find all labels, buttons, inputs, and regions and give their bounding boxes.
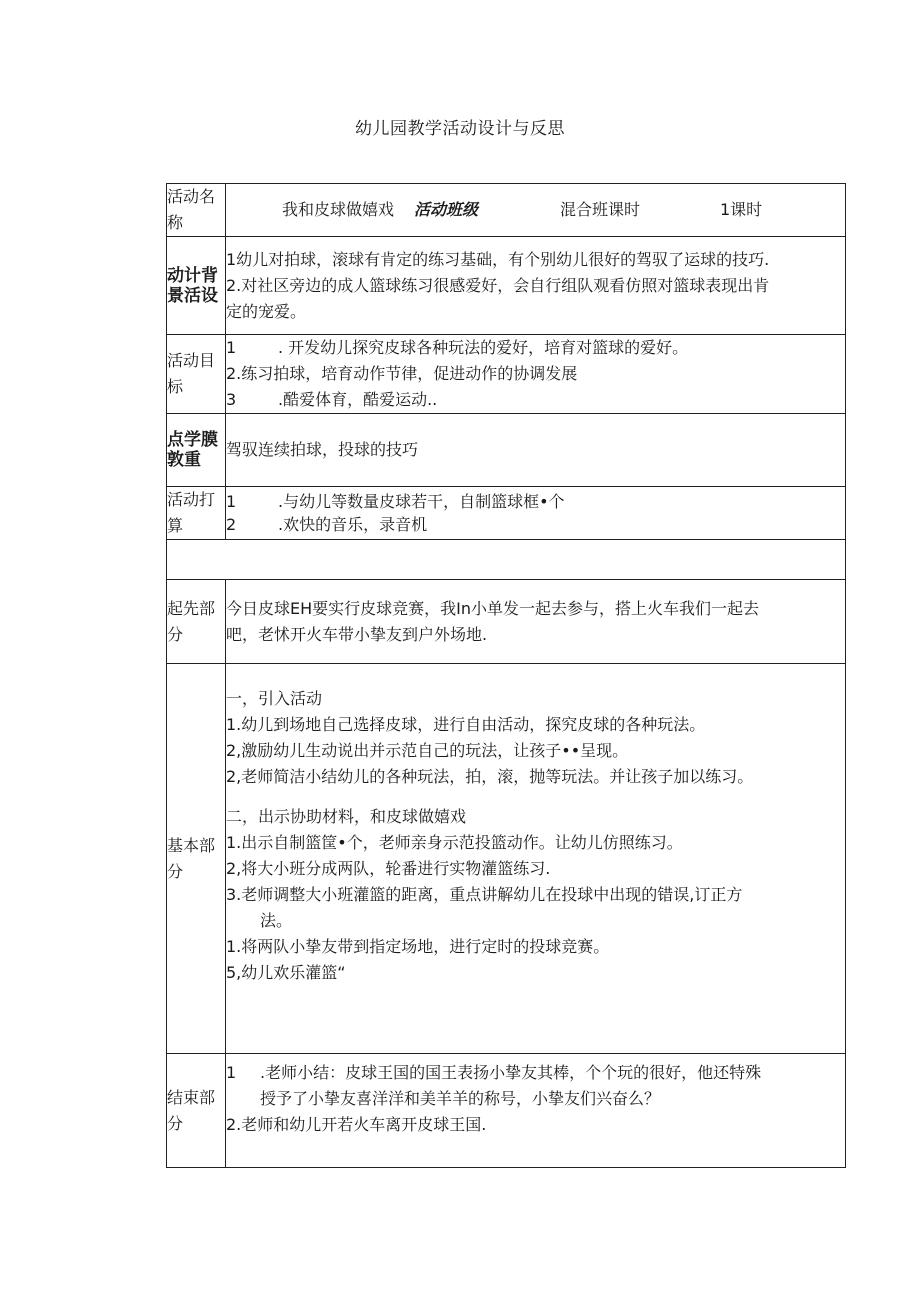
opening-label: 起先部分 xyxy=(167,580,226,664)
background-line: 定的宠爱。 xyxy=(226,301,307,321)
activity-name-label: 活动名称 xyxy=(167,184,226,237)
ending-item: 2.老师和幼儿开若火车离开皮球王国. xyxy=(226,1115,487,1134)
empty-row xyxy=(167,540,846,580)
ending-item: 1 .老师小结：皮球王国的国王表扬小挚友其棒，个个玩的很好，他还特殊 xyxy=(226,1063,762,1082)
ending-row xyxy=(167,1054,846,1168)
basic-line: 2,将大小班分成两队，轮番进行实物灌篮练习. xyxy=(226,859,551,878)
class-hours-value: 1课时 xyxy=(720,200,763,219)
key-points-text: 驾驭连续拍球，投球的技巧 xyxy=(226,440,419,459)
goal-item: 1 . 开发幼儿探究皮球各种玩法的爱好，培育对篮球的爱好。 xyxy=(226,338,689,357)
goal-item: 3 .酷爱体育，酷爱运动.. xyxy=(226,390,438,409)
basic-line: 2,老师简洁小结幼儿的各种玩法，拍，滚，抛等玩法。并让孩子加以练习。 xyxy=(226,767,754,786)
activity-name-value: 我和皮球做嬉戏 xyxy=(282,200,395,219)
basic-line-continued: 法。 xyxy=(260,911,293,930)
goals-label: 活动目标 xyxy=(167,335,226,414)
activity-class-value: 混合班课时 xyxy=(560,200,641,219)
key-points-label: 点学膜敦重 xyxy=(167,414,226,487)
basic-line: 5,幼儿欢乐灌篮“ xyxy=(226,963,346,982)
basic-label: 基本部分 xyxy=(167,664,226,1054)
goal-item: 2.练习拍球，培育动作节律，促进动作的协调发展 xyxy=(226,364,578,383)
ending-label: 结束部分 xyxy=(167,1054,226,1168)
preparation-row xyxy=(167,487,846,540)
header-row xyxy=(167,184,846,237)
basic-line: 1.出示自制篮筐•个，老师亲身示范投篮动作。让幼儿仿照练习。 xyxy=(226,833,683,852)
opening-line: 今日皮球EH要实行皮球竞赛，我In小单发一起去参与，搭上火车我们一起去 xyxy=(226,598,760,618)
key-points-row xyxy=(167,414,846,487)
background-line: 2.对社区旁边的成人篮球练习很感爱好，会自行组队观看仿照对篮球表现出肯 xyxy=(226,275,770,295)
section-title: 二，出示协助材料，和皮球做嬉戏 xyxy=(226,807,467,826)
document-title: 幼儿园教学活动设计与反思 xyxy=(355,119,565,139)
lesson-plan-table xyxy=(166,183,846,1168)
basic-line: 2,激励幼儿生动说出并示范自己的玩法，让孩子••呈现。 xyxy=(226,741,629,760)
activity-class-label: 活动班级 xyxy=(414,200,479,219)
background-line: 1幼儿对拍球，滚球有肯定的练习基础，有个别幼儿很好的驾驭了运球的技巧. xyxy=(226,249,770,269)
background-label: 动计背景活设 xyxy=(167,237,226,335)
goals-row xyxy=(167,335,846,414)
preparation-item: 1 .与幼儿等数量皮球若干，自制篮球框•个 xyxy=(226,492,565,511)
basic-line: 3.老师调整大小班灌篮的距离，重点讲解幼儿在投球中出现的错误,订正方 xyxy=(226,885,743,904)
preparation-item: 2 .欢快的音乐，录音机 xyxy=(226,515,428,534)
basic-row xyxy=(167,664,846,1054)
basic-line: 1.将两队小挚友带到指定场地，进行定时的投球竞赛。 xyxy=(226,937,610,956)
section-title: 一，引入活动 xyxy=(226,689,323,708)
opening-row xyxy=(167,580,846,664)
basic-line: 1.幼儿到场地自己选择皮球，进行自由活动，探究皮球的各种玩法。 xyxy=(226,715,706,734)
background-row xyxy=(167,237,846,335)
opening-line: 吧，老怵开火车带小挚友到户外场地. xyxy=(226,624,488,644)
ending-item-continued: 授予了小挚友喜洋洋和美羊羊的称号，小挚友们兴奋么？ xyxy=(260,1089,661,1108)
preparation-label: 活动打算 xyxy=(167,487,226,540)
